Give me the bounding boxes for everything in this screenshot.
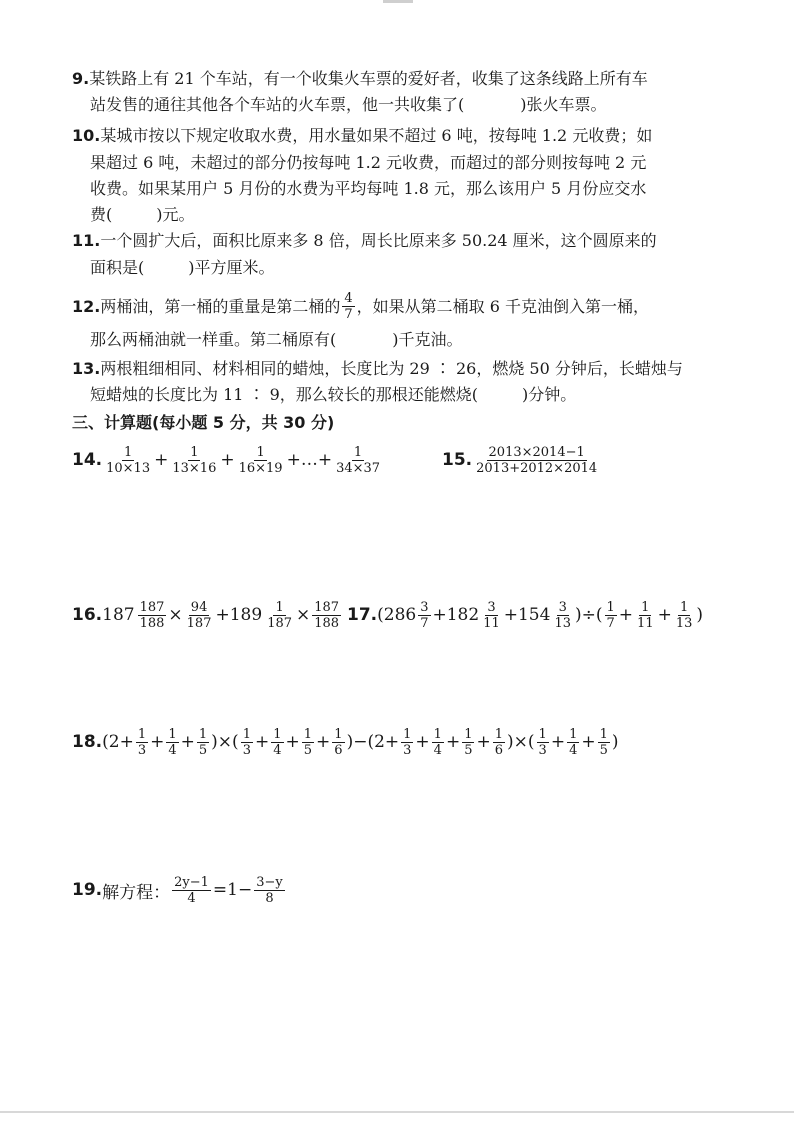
q18-g3-f5-den: 5 (464, 742, 473, 758)
q14-term-2 (170, 445, 218, 476)
q12-text-1b: ，如果从第二桶取 6 千克油倒入第一桶， (356, 296, 649, 316)
q15-fraction (474, 445, 599, 476)
q10-line4 (90, 202, 195, 228)
q9-text-2b: )张火车票。 (520, 95, 607, 114)
q17-e-num: 1 (641, 599, 650, 615)
q18-g1-f4-num: 1 (168, 726, 177, 742)
q14-ellipsis: +…+ (286, 450, 333, 470)
q10-text-3: 收费。如果某用户 5 月份的水费为平均每吨 1.8 元，那么该用户 5 月份应交水 (90, 179, 647, 198)
q18-close-times-2: )×( (507, 732, 535, 752)
q18-close-minus: )−(2+ (346, 732, 400, 752)
q17-b-frac (481, 600, 502, 631)
q15-expression (442, 440, 601, 480)
q9-text-2a: 站发售的通往其他各个车站的火车票，他一共收集了( (90, 95, 465, 114)
q17-d-frac (605, 600, 617, 631)
q14-term-4 (334, 445, 382, 476)
q19-rhs-frac (254, 875, 285, 906)
q16-b-num: 94 (190, 599, 208, 615)
q18-plus: + (316, 732, 331, 752)
q18-g2-f6-den: 6 (334, 742, 343, 758)
q18-g4-f5-den: 5 (599, 742, 608, 758)
q16-c-frac (265, 600, 294, 631)
q18-g3-f4 (432, 727, 444, 758)
q13-line1 (72, 356, 683, 382)
q19-lhs-num: 2y−1 (174, 874, 209, 890)
q9-text-1: 某铁路上有 21 个车站，有一个收集火车票的爱好者，收集了这条线路上所有车 (89, 69, 648, 88)
q16-d-num: 187 (314, 599, 340, 615)
q17-mid1: +182 (432, 605, 480, 625)
q16-c-int: 189 (229, 605, 263, 625)
q17-plus-1: + (618, 605, 634, 625)
q14-term-3-num: 1 (256, 444, 265, 460)
q16-c-den: 187 (267, 615, 293, 631)
q16-plus: + (215, 605, 230, 625)
q18-plus: + (285, 732, 300, 752)
q14-term-3 (237, 445, 285, 476)
q14-expression (72, 440, 384, 480)
q18-g2-f5-num: 1 (303, 726, 313, 742)
q13-text-1: 两根粗细相同、材料相同的蜡烛，长度比为 29 ∶ 26，燃烧 50 分钟后，长蜡烛与 (100, 359, 683, 378)
q17-f-den: 13 (675, 615, 693, 631)
q12-fraction (342, 291, 354, 322)
q19-label: 解方程： (102, 882, 171, 903)
q18-close: ) (611, 732, 619, 752)
q18-g4-f5 (598, 727, 610, 758)
q10-text-4b: )元。 (156, 205, 195, 224)
q18-plus: + (415, 732, 430, 752)
q17-close-div: )÷( (575, 605, 603, 625)
q19-eq: =1− (212, 880, 253, 900)
q18-plus: + (254, 732, 270, 752)
q18-g2-f3 (241, 727, 253, 758)
q17-f-num: 1 (679, 599, 689, 615)
q9-line1 (72, 66, 648, 92)
q18-plus: + (445, 732, 461, 752)
q10-text-4a: 费( (90, 205, 113, 224)
q18-g2-f4 (271, 727, 283, 758)
q14-term-4-num: 1 (353, 444, 363, 460)
q17-open: (286 (377, 605, 417, 625)
q18-g3-f5 (462, 727, 474, 758)
q14-number: 14. (72, 450, 103, 470)
q17-c-den: 13 (554, 615, 571, 631)
q18-g1-f4-den: 4 (168, 742, 177, 758)
q13-text-2b: )分钟。 (522, 385, 577, 404)
q14-plus-1: + (154, 450, 169, 470)
q18-g1-f4 (166, 727, 178, 758)
q16-times-1: × (168, 605, 183, 625)
q16-a-frac (138, 600, 167, 631)
q16-d-den: 188 (314, 615, 340, 631)
q11-number: 11. (72, 231, 101, 250)
q17-f-frac (674, 600, 695, 631)
q18-g3-f4-den: 4 (433, 742, 442, 758)
q16-a-int: 187 (102, 605, 135, 625)
q17-a-den: 7 (420, 615, 429, 631)
q17-mid2: +154 (503, 605, 551, 625)
q18-plus: + (180, 732, 195, 752)
q16-a-num: 187 (139, 599, 165, 615)
q10-text-2: 果超过 6 吨，未超过的部分仍按每吨 1.2 元收费，而超过的部分则按每吨 2 元 (90, 153, 647, 172)
q12-text-2b: )千克油。 (392, 330, 463, 349)
q16-b-den: 187 (186, 615, 212, 631)
q19-number: 19. (72, 880, 103, 900)
scan-edge-bottom (0, 1111, 794, 1113)
q12-line1 (72, 291, 649, 322)
q18-g3-f3-num: 1 (403, 726, 412, 742)
q17-e-den: 11 (637, 615, 654, 631)
q18-g3-f4-num: 1 (433, 726, 442, 742)
q17-a-frac (418, 600, 430, 631)
q18-g4-f5-num: 1 (599, 726, 608, 742)
q11-text-1: 一个圆扩大后，面积比原来多 8 倍，周长比原来多 50.24 厘米，这个圆原来的 (100, 231, 657, 250)
q18-g4-f4-num: 1 (569, 726, 578, 742)
q18-g2-f6 (332, 727, 344, 758)
q18-g2-f6-num: 1 (334, 726, 343, 742)
q18-close-times-1: )×( (211, 732, 239, 752)
q11-text-2b: )平方厘米。 (188, 258, 275, 277)
q18-g3-f6-num: 1 (494, 726, 504, 742)
q18-g1-f3-num: 1 (137, 726, 147, 742)
q14-term-2-den: 13×16 (172, 460, 217, 476)
q18-g3-f6-den: 6 (494, 742, 504, 758)
q18-g4-f3 (537, 727, 549, 758)
q12-frac-num: 4 (344, 291, 353, 306)
q14-term-1 (104, 445, 152, 476)
q13-line2 (90, 382, 576, 408)
q15-num: 2013×2014−1 (488, 444, 585, 460)
q16-d-frac (312, 600, 341, 631)
q19-expression (72, 870, 287, 910)
q18-g4-f4 (567, 727, 579, 758)
q18-g1-f5-den: 5 (198, 742, 208, 758)
q10-line2 (90, 150, 646, 176)
q18-g2-f4-num: 1 (273, 726, 282, 742)
q19-lhs-den: 4 (187, 890, 196, 906)
q17-b-num: 3 (487, 599, 496, 615)
q18-g3-f5-num: 1 (464, 726, 473, 742)
q19-rhs-num: 3−y (256, 874, 283, 890)
q17-e-frac (635, 600, 656, 631)
q13-text-2a: 短蜡烛的长度比为 11 ∶ 9，那么较长的那根还能燃烧( (90, 385, 479, 404)
q10-line1 (72, 123, 652, 149)
q19-rhs-den: 8 (265, 890, 274, 906)
q18-g2-f3-den: 3 (242, 742, 251, 758)
q18-number: 18. (72, 732, 103, 752)
q11-line1 (72, 228, 657, 254)
q15-number: 15. (442, 450, 473, 470)
q12-frac-den: 7 (344, 307, 353, 322)
q18-g4-f3-den: 3 (538, 742, 547, 758)
q17-expression (347, 595, 703, 635)
q18-open1: (2+ (102, 732, 134, 752)
q14-term-3-den: 16×19 (238, 460, 283, 476)
q18-g3-f3-den: 3 (403, 742, 412, 758)
q18-plus: + (550, 732, 566, 752)
q18-g3-f3 (401, 727, 413, 758)
q17-d-den: 7 (606, 615, 615, 631)
q16-c-num: 1 (275, 599, 284, 615)
q14-term-2-num: 1 (190, 444, 199, 460)
q17-close: ) (696, 605, 704, 625)
q18-plus: + (581, 732, 596, 752)
q12-text-2a: 那么两桶油就一样重。第二桶原有( (90, 330, 337, 349)
q19-lhs-frac (172, 875, 211, 906)
q10-line3 (90, 176, 646, 202)
q16-expression (72, 595, 343, 635)
q14-term-4-den: 34×37 (336, 460, 381, 476)
q9-line2 (90, 92, 607, 118)
q18-g2-f5 (302, 727, 314, 758)
q13-number: 13. (72, 359, 101, 378)
q14-term-1-num: 1 (123, 444, 133, 460)
q17-d-num: 1 (606, 599, 615, 615)
q12-text-1a: 两桶油，第一桶的重量是第二桶的 (100, 296, 341, 316)
q18-plus: + (150, 732, 165, 752)
section3-title: 三、计算题(每小题 5 分，共 30 分) (72, 413, 335, 432)
q17-number: 17. (347, 605, 378, 625)
q17-c-num: 3 (558, 599, 567, 615)
q17-c-frac (552, 600, 573, 631)
q18-g2-f3-num: 1 (242, 726, 251, 742)
q12-line2 (90, 327, 463, 353)
q11-line2 (90, 255, 275, 281)
q17-a-num: 3 (420, 599, 429, 615)
q14-plus-2: + (220, 450, 235, 470)
q18-g2-f4-den: 4 (273, 742, 282, 758)
q12-number: 12. (72, 296, 101, 316)
q18-g1-f5-num: 1 (198, 726, 208, 742)
scan-edge-top (383, 0, 413, 3)
q18-g3-f6 (493, 727, 505, 758)
q18-g1-f5 (197, 727, 209, 758)
q15-den: 2013+2012×2014 (476, 460, 598, 476)
q18-expression (72, 722, 619, 762)
q16-a-den: 188 (139, 615, 165, 631)
q17-b-den: 11 (483, 615, 500, 631)
q18-g1-f3 (136, 727, 148, 758)
q18-plus: + (476, 732, 491, 752)
q9-number: 9. (72, 69, 90, 88)
q10-number: 10. (72, 126, 101, 145)
q14-term-1-den: 10×13 (106, 460, 151, 476)
q16-number: 16. (72, 605, 103, 625)
q10-text-1: 某城市按以下规定收取水费，用水量如果不超过 6 吨，按每吨 1.2 元收费；如 (100, 126, 653, 145)
q17-plus-2: + (657, 605, 672, 625)
q18-g4-f3-num: 1 (538, 726, 547, 742)
q18-g4-f4-den: 4 (569, 742, 578, 758)
q11-text-2a: 面积是( (90, 258, 145, 277)
q16-b-frac (185, 600, 214, 631)
q16-times-2: × (296, 605, 311, 625)
q18-g2-f5-den: 5 (303, 742, 313, 758)
q18-g1-f3-den: 3 (137, 742, 147, 758)
